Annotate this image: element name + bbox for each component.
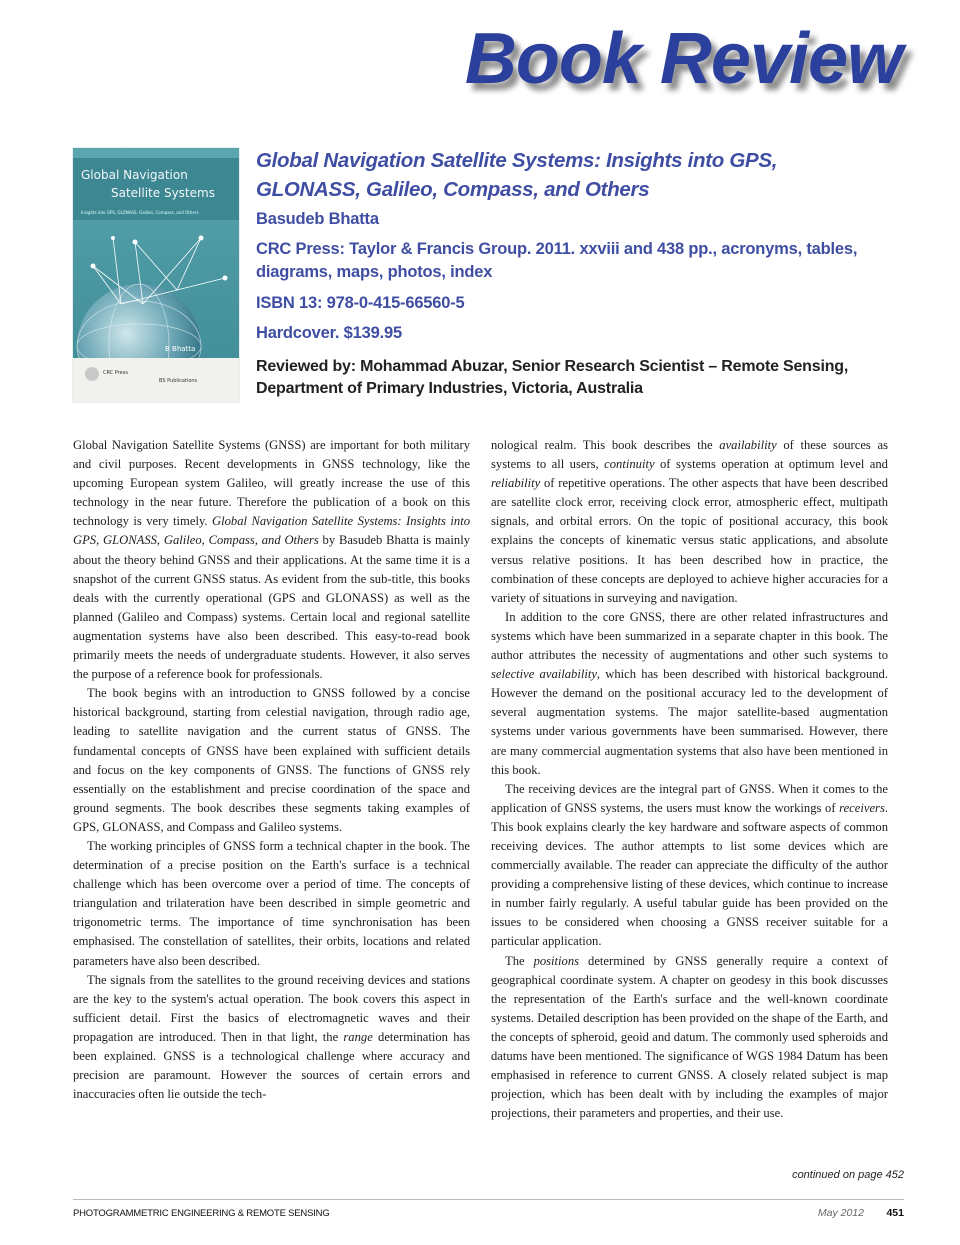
cover-publisher1: CRC Press [103, 370, 128, 376]
reviewer-credit: Reviewed by: Mohammad Abuzar, Senior Research Scientist – Remote Sensing, Department of Primary Industries, Victoria, Australia [256, 358, 849, 397]
section-title: Book Review [464, 19, 902, 99]
book-price: Hardcover. $139.95 [256, 324, 402, 342]
footer-date: May 2012 [817, 1207, 864, 1219]
paragraph-4-continued: nological realm. This book describes the availability of these sources as systems to all users, continuity of systems operation at optimum level and reliability of repetitive operations. The other aspects that have been described are satellite clock error, receiving clock error, atmospheric effect, multipath signals, and orbital errors. On the topic of positional accuracy, this book explains the concepts of kinematic versus static applications, and absolute versus relative positions. It has been described how in practice, the combination of these concepts are deployed to achieve higher accuracies for a variety of situations in surveying and navigation. [491, 438, 888, 605]
publisher-logo-icon [85, 367, 99, 381]
paragraph-4: The signals from the satellites to the ground receiving devices and stations are the key to the system's actual operation. The book covers this aspect in sufficient detail. First the basics of electromagnetic waves and their propagation are introduced. Then in that light, the range determination has been explained. GNSS is a technological challenge where accuracy and precision are paramount. However the sources of certain errors and inaccuracies often lie outside the tech- [73, 972, 471, 1102]
book-title: Global Navigation Satellite Systems: Insights into GPS, GLONASS, Galileo, Compass, and Others [256, 149, 778, 201]
globe-satellite-illustration [73, 218, 239, 358]
paragraph-2: The book begins with an introduction to GNSS followed by a concise historical background, starting from celestial navigation, through radio age, leading to satellite navigation and the current status of GNSS. The fundamental concepts of GNSS have been explained with sufficient details and focus on the key components of GNSS. The functions of GNSS rely essentially on the establishment and precise coordination of the space and ground segments. The book describes these segments taking examples of GPS, GLONASS, and Compass and Galileo systems. [73, 686, 470, 834]
paragraph-5: In addition to the core GNSS, there are other related infrastructures and systems which have been summarized in a separate chapter in this book. The author attributes the necessity of augmentations and other such systems to selective availability, which has been described with historical background. However the demand on the positional accuracy led to the development of several augmentation systems. The major satellite-based augmentation systems under various governments have been summarised. However, there are many commercial augmentation systems that also have been mentioned in this book. [491, 609, 888, 777]
footer-journal-name: PHOTOGRAMMETRIC ENGINEERING & REMOTE SENSING [73, 1208, 330, 1219]
paragraph-1: Global Navigation Satellite Systems (GNSS) are important for both military and civil purposes. Recent developments in GNSS technology, like the upcoming European system Galileo, will greatly increase the use of this technology in the near future. Therefore the publication of a book on this technology is very timely. Global Navigation Satellite Systems: Insights into GPS, GLONASS, Galileo, Compass, and Others by Basudeb Bhatta is mainly about the theory behind GNSS and their applications. At the same time it is a snapshot of the current GNSS status. As evident from the sub-title, this books deals with the currently operational (GPS and GLONASS) as well as the planned (Galileo and Compass) systems. Certain local and regional satellite augmentation systems have also been described. This easy-to-read book primarily meets the needs of undergraduate students. However, it also serves the purpose of a reference book for professionals. [73, 438, 470, 682]
paragraph-7: The positions determined by GNSS generally require a context of geographical coordinate system. A chapter on geodesy in this book discusses the representation of the Earth's surface and the well-known coordinate systems. Detailed description has been provided on the shape of the Earth, and the concepts of spheroid, geoid and datum. The commonly used spheroids and datums have been mentioned. The significance of WGS 1984 Datum has been emphasised in reference to current GNSS. A closely related subject is map projection, which has been dealt with by including the examples of major projections, their parameters and properties, and their use. [491, 953, 888, 1121]
text-column-left [73, 436, 470, 1104]
text-column-right [491, 436, 888, 1123]
cover-title [81, 166, 233, 202]
book-isbn: ISBN 13: 978-0-415-66560-5 [256, 294, 465, 312]
paragraph-6: The receiving devices are the integral part of GNSS. When it comes to the application of GNSS systems, the users must know the workings of receivers. This book explains clearly the key hardware and software aspects of common receiving devices. The author attempts to list some devices which are commercially available. The reader can appreciate the difficulty of the author providing a comprehensive listing of these devices, which continue to increase in number fairly regularly. A useful tabular guide has been provided on the issues to be considered when choosing a GNSS receiver suitable for a particular application. [491, 781, 888, 949]
continued-note: continued on page 452 [792, 1169, 904, 1181]
cover-publisher-strip [73, 358, 239, 402]
book-cover-image [73, 148, 239, 402]
cover-publisher2: BS Publications [159, 378, 198, 384]
bibliographic-info [256, 146, 876, 400]
cover-subtitle: Insights into GPS, GLONASS, Galileo, Compass, and Others [81, 210, 199, 215]
cover-title-line1: Global Navigation [81, 168, 188, 182]
cover-title-line2: Satellite Systems [111, 186, 215, 200]
cover-author: B Bhatta [165, 345, 196, 353]
book-author: Basudeb Bhatta [256, 210, 379, 228]
footer-divider [73, 1199, 904, 1200]
paragraph-3: The working principles of GNSS form a technical chapter in the book. The determination of a precise position on the Earth's surface is a technical challenge which has been overcome over a period of time. The concepts of triangulation and trilateration have been described in simple geometric and trigonometric terms. The importance of time synchronisation has been emphasised. The constellation of satellites, their orbits, locations and related parameters have also been described. [73, 838, 470, 968]
page-number: 451 [886, 1207, 904, 1219]
book-publisher: CRC Press: Taylor & Francis Group. 2011. xxviii and 438 pp., acronyms, tables, diagrams, maps, photos, index [256, 240, 858, 281]
